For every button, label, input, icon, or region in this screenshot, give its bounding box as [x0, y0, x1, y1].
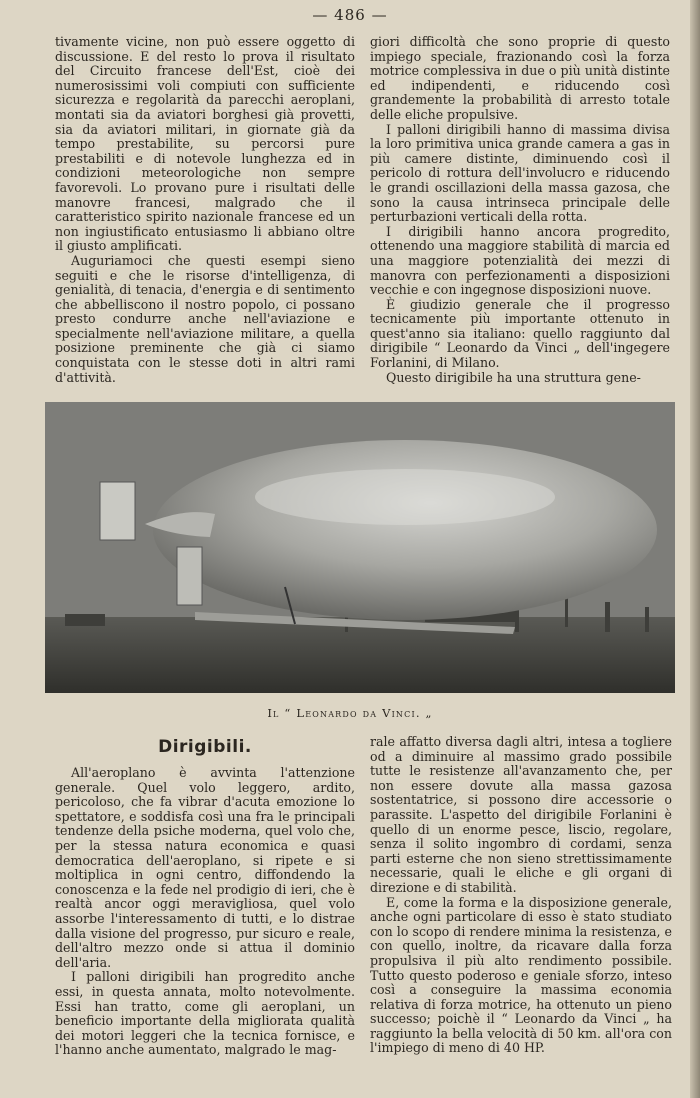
text-column-bottom-right [370, 735, 672, 1056]
text-column-top-left [55, 35, 355, 385]
airship-photo [45, 402, 675, 693]
paragraph: All'aeroplano è avvinta l'attenzione generale. Quel volo leggero, ardito, pericoloso, che fa vibrar d'acuta emozione lo spettatore, e soddisfa così una fra le principali tendenze della psiche moderna, quel volo che, per la stessa natura economica e quasi democratica dell'aeroplano, si ripete e si moltiplica in ogni centro, diffondendo la conoscenza e la fede nel prodigio di ieri, che è realtà ancor oggi meravigliosa, quel volo assorbe l'interessamento di tutti, e lo distrae dalla visione del progresso, pur sicuro e reale, dell'altro mezzo onde si attua il dominio dell'aria. [55, 765, 355, 970]
airship-illustration [45, 402, 675, 693]
text-column-bottom-left [55, 766, 355, 1058]
paragraph: I palloni dirigibili han progredito anche essi, in questa annata, molto notevolmente. Essi han tratto, come gli aeroplani, un beneficio importante della migliorata qualità dei motori leggeri che la tecnica fornisce, e l'hanno anche aumentato, malgrado le mag- [55, 969, 355, 1058]
page-edge [690, 0, 700, 1098]
paragraph: giori difficoltà che sono proprie di questo impiego speciale, frazionando così la forza motrice complessiva in due o più unità distinte ed indipendenti, e riducendo così grandemente la probabilità di arresto totale delle eliche propulsive. [370, 34, 670, 122]
paragraph: rale affatto diversa dagli altri, intesa a togliere od a diminuire al massimo grado possibile tutte le resistenze all'avanzamento che, per non essere dovute alla massa gazosa sostentatrice, si possono dire accessorie o parassite. L'aspetto del dirigibile Forlanini è quello di un enorme pesce, liscio, regolare, senza il solito ingombro di cordami, senza parti esterne che non sieno strettissimamente necessarie, quali le eliche e gli organi di direzione e di stabilità. [370, 734, 672, 895]
paragraph: È giudizio generale che il progresso tecnicamente più importante ottenuto in quest'anno sia italiano: quello raggiunto dal dirigibile “ Leonardo da Vinci „ dell'ingegere Forlanini, di Milano. [370, 296, 670, 371]
section-heading: Dirigibili. [158, 737, 252, 757]
text-column-top-right [370, 35, 670, 385]
paragraph: I palloni dirigibili hanno di massima divisa la loro primitiva unica grande camera a gas in più camere distinte, diminuendo così il pericolo di rottura dell'involucro e riducendo le grandi oscillazioni della massa gazosa, che sono la causa intrinseca principale delle perturbazioni verticali della rotta. [370, 121, 670, 225]
paragraph: I dirigibili hanno ancora progredito, ottenendo una maggiore stabilità di marcia ed una maggiore potenzialità dei mezzi di manovra con perfezionamenti a disposizioni vecchie e con ingegnose disposizioni nuove. [370, 223, 670, 298]
paragraph: tivamente vicine, non può essere oggetto di discussione. E del resto lo prova il risultato del Circuito francese dell'Est, cioè dei numerosissimi voli compiuti con sufficiente sicurezza e regolarità da parecchi aeroplani, montati sia da aviatori borghesi già provetti, sia da aviatori militari, in giornate già da tempo prestabilite, su percorsi pure prestabiliti e di notevole lunghezza ed in condizioni meteorologiche non sempre favorevoli. Lo provano pure i risultati delle manovre francesi, malgrado che il caratteristico spirito nazionale francese ed un non ingiustificato entusiasmo li abbiano oltre il giusto amplificati. [55, 34, 355, 254]
paragraph: Auguriamoci che questi esempi sieno seguiti e che le risorse d'intelligenza, di genialità, di tenacia, d'energia e di sentimento che abbelliscono il nostro popolo, ci possano presto condurre anche nell'aviazione e specialmente nell'aviazione militare, a quella posizione preminente che già ci siamo conquistata con le stesse doti in altri rami d'attività. [55, 252, 355, 385]
photo-caption: Il “ Leonardo da Vinci. „ [267, 706, 433, 720]
page-number: — 486 — [312, 6, 388, 24]
paragraph: E, come la forma e la disposizione generale, anche ogni particolare di esso è stato studiato con lo scopo di rendere minima la resistenza, e con quello, inoltre, da ricavare dalla forza propulsiva il più alto rendimento possibile. Tutto questo poderoso e geniale sforzo, inteso così a conseguire la massima economia relativa di forza motrice, ha ottenuto un pieno successo; poichè il “ Leonardo da Vinci „ ha raggiunto la bella velocità di 50 km. all'ora con l'impiego di meno di 40 HP. [370, 894, 672, 1056]
paragraph: Questo dirigibile ha una struttura gene- [386, 369, 641, 385]
